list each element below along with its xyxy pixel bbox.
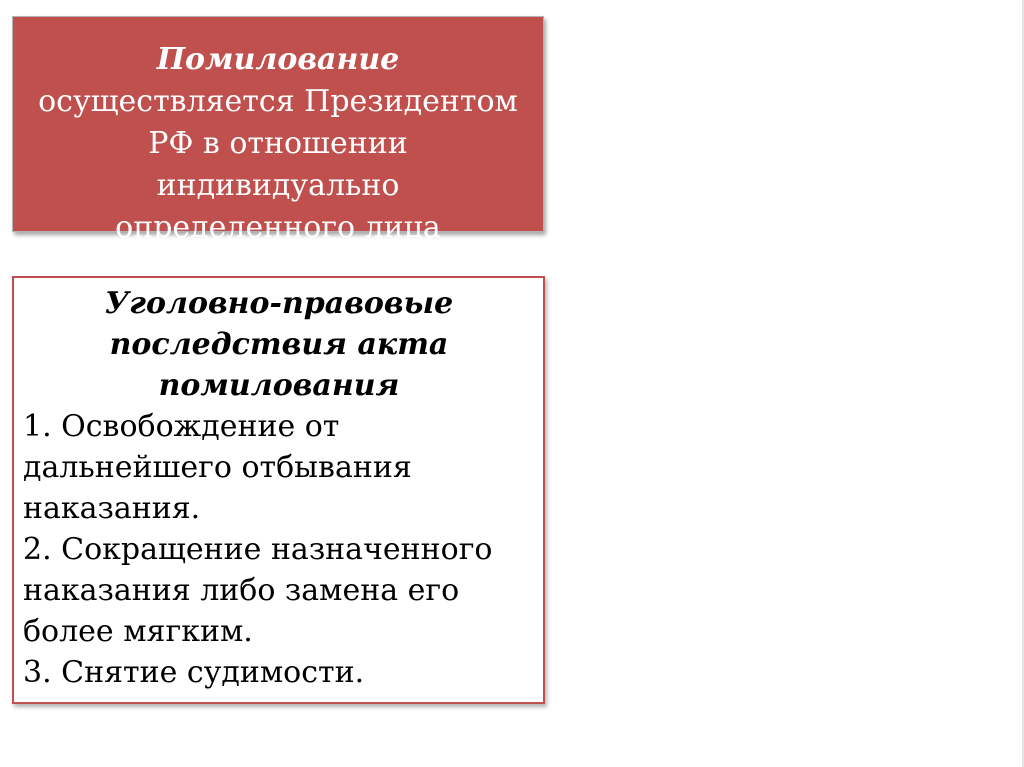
- consequences-heading-line: помилования: [158, 368, 400, 403]
- consequence-item-line: наказания.: [23, 491, 201, 526]
- definition-line: осуществляется Президентом: [38, 84, 518, 119]
- definition-line: РФ в отношении: [148, 126, 408, 161]
- consequence-item-line: наказания либо замена его: [23, 573, 460, 608]
- consequence-item-line: 3. Снятие судимости.: [23, 655, 365, 690]
- consequence-item-line: 1. Освобождение от: [23, 409, 340, 444]
- consequences-heading-line: последствия акта: [109, 327, 449, 362]
- consequence-item-line: дальнейшего отбывания: [23, 450, 412, 485]
- consequence-item-line: 2. Сокращение назначенного: [23, 532, 493, 567]
- pardon-definition-box: [12, 16, 544, 245]
- consequence-item-line: более мягким.: [23, 614, 253, 649]
- consequences-heading-line: Уголовно-правовые: [104, 286, 454, 321]
- pardon-consequences-box: [12, 276, 545, 704]
- definition-line: индивидуально: [156, 168, 400, 203]
- definition-line: определенного лица: [115, 210, 441, 245]
- pardon-term: Помилование: [156, 42, 400, 77]
